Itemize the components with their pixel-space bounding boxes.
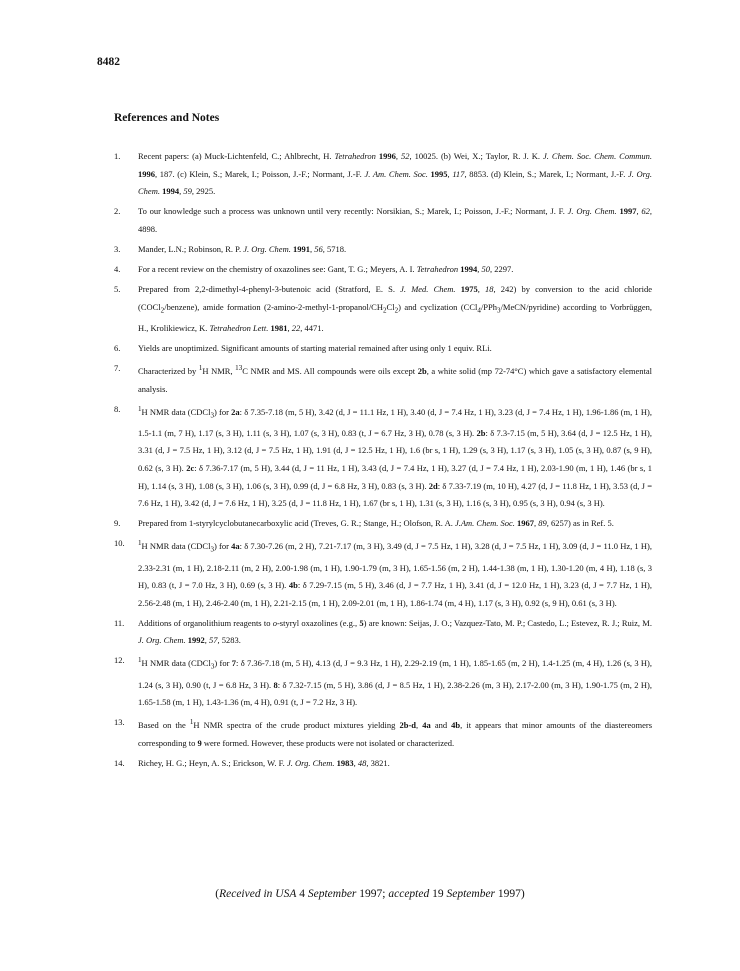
reference-number: 8. — [114, 403, 121, 414]
reference-item — [114, 340, 652, 358]
reference-number: 13. — [114, 717, 125, 728]
reference-item — [114, 615, 652, 650]
reference-item — [114, 401, 652, 513]
references-list — [114, 148, 652, 775]
reference-text: To our knowledge such a process was unknown until very recently: Norsikian, S.; Marek, I.; Poisson, J.-F.; Normant, J. F. J. Org. Chem. 1997, 62, 4898. — [138, 206, 652, 234]
reference-number: 5. — [114, 284, 121, 295]
page-number: 8482 — [97, 56, 120, 68]
reference-text: $^1$H NMR data (CDCl$_3$) for 2a: δ 7.35-7.18 (m, 5 H), 3.42 (d, J = 11.1 Hz, 1 H), 3.40 (d, J = 7.4 Hz, 1 H), 3.23 (d, J = 7.4 Hz, 1 H), 1.96-1.86 (m, 1 H), 1.5-1.1 (m, 7 H), 1.17 (s, 3 H), 1.11 (s, 3 H), 1.07 (s, 3 H), 0.83 (t, J = 6.7 Hz, 3 H), 0.78 (s, 3 H). 2b: δ 7.3-7.15 (m, 5 H), 3.64 (d, J = 12.5 Hz, 1 H), 3.31 (d, J = 7.5 Hz, 1 H), 3.12 (d, J = 7.5 Hz, 1 H), 1.91 (d, J = 12.5 Hz, 1 H), 1.6 (br s, 1 H), 1.29 (s, 3 H), 1.17 (s, 3 H), 1.05 (s, 3 H), 0.87 (s, 9 H), 0.62 (s, 3 H). 2c: δ 7.36-7.17 (m, 5 H), 3.44 (d, J = 11 Hz, 1 H), 3.43 (d, J = 7.4 Hz, 1 H), 3.27 (d, J = 7.4 Hz, 1 H), 2.03-1.90 (m, 1 H), 1.46 (br s, 1 H), 1.14 (s, 3 H), 1.08 (s, 3 H), 1.06 (s, 3 H), 0.99 (d, J = 6.8 Hz, 3 H), 0.83 (s, 3 H). 2d: δ 7.33-7.19 (m, 10 H), 4.27 (d, J = 11.8 Hz, 1 H), 3.53 (d, J = 7.6 Hz, 1 H), 3.42 (d, J = 7.6 Hz, 1 H), 3.25 (d, J = 11.8 Hz, 1 H), 1.67 (br s, 1 H), 1.31 (s, 3 H), 1.16 (s, 3 H), 0.95 (s, 3 H), 0.94 (s, 3 H). — [138, 404, 653, 509]
reference-item — [114, 714, 652, 752]
reference-item — [114, 360, 652, 398]
reference-text: Mander, L.N.; Robinson, R. P. J. Org. Chem. 1991, 56, 5718. — [138, 243, 347, 254]
reference-item — [114, 261, 652, 279]
section-title: References and Notes — [114, 112, 220, 124]
reference-number: 11. — [114, 617, 125, 628]
reference-text: For a recent review on the chemistry of oxazolines see: Gant, T. G.; Meyers, A. I. Tetrahedron 1994, 50, 2297. — [138, 264, 514, 275]
reference-text: Recent papers: (a) Muck-Lichtenfeld, C.; Ahlbrecht, H. Tetrahedron 1996, 52, 10025. (b) Wei, X.; Taylor, R. J. K. J. Chem. Soc. Chem. Commun. 1996, 187. (c) Klein, S.; Marek, I.; Poisson, J.-F.; Normant, J.-F. J. Am. Chem. Soc. 1995, 117, 8853. (d) Klein, S.; Marek, I.; Normant, J.-F. J. Org. Chem. 1994, 59, 2925. — [138, 151, 652, 197]
reference-item — [114, 755, 652, 773]
reference-text: Prepared from 2,2-dimethyl-4-phenyl-3-butenoic acid (Stratford, E. S. J. Med. Chem. 1975, 18, 242) by conversion to the acid chloride (COCl$_2$/benzene), amide formation $(2-amino-2-methyl-1-propanol/CH_2Cl_2)$ and cyclization (CCl$_4$/PPh$_3$/MeCN/pyridine) according to Vorbrüggen, H., Krolikiewicz, K. Tetrahedron Lett. 1981, 22, 4471. — [138, 284, 652, 334]
reference-item — [114, 515, 652, 533]
reference-text: Yields are unoptimized. Significant amounts of starting material remained after using only 1 equiv. RLi. — [138, 343, 492, 354]
received-accepted-line: (Received in USA 4 September 1997; accepted 19 September 1997) — [215, 888, 525, 900]
reference-number: 12. — [114, 655, 125, 666]
reference-text: Prepared from 1-styrylcyclobutanecarboxylic acid (Treves, G. R.; Stange, H.; Olofson, R. A. J.Am. Chem. Soc. 1967, 89, 6257) as in Ref. 5. — [138, 518, 614, 529]
reference-number: 4. — [114, 264, 121, 275]
reference-item — [114, 535, 652, 612]
reference-item — [114, 652, 652, 711]
reference-item — [114, 203, 652, 238]
reference-number: 2. — [114, 206, 121, 217]
reference-text: $^1$H NMR data (CDCl$_3$) for 4a: δ 7.30-7.26 (m, 2 H), 7.21-7.17 (m, 3 H), 3.49 (d, J = 7.5 Hz, 1 H), 3.28 (d, J = 7.5 Hz, 1 H), 3.09 (d, J = 11.0 Hz, 1 H), 2.33-2.31 (m, 1 H), 2.18-2.11 (m, 2 H), 2.00-1.98 (m, 1 H), 1.90-1.79 (m, 3 H), 1.65-1.56 (m, 2 H), 1.44-1.38 (m, 1 H), 1.30-1.20 (m, 4 H), 1.18 (s, 3 H), 0.83 (t, J = 7.0 Hz, 3 H), 0.69 (s, 3 H). 4b: δ 7.29-7.15 (m, 5 H), 3.46 (d, J = 7.7 Hz, 1 H), 3.41 (d, J = 12.0 Hz, 1 H), 3.23 (d, J = 7.7 Hz, 1 H), 2.56-2.48 (m, 1 H), 2.46-2.40 (m, 1 H), 2.21-2.15 (m, 1 H), 2.09-2.01 (m, 1 H), 1.86-1.74 (m, 4 H), 1.17 (s, 3 H), 0.92 (s, 9 H), 0.61 (s, 3 H). — [138, 539, 652, 608]
reference-number: 6. — [114, 343, 121, 354]
reference-number: 10. — [114, 538, 125, 549]
reference-text: $^1$H NMR data (CDCl$_3$) for 7: δ 7.36-7.18 (m, 5 H), 4.13 (d, J = 9.3 Hz, 1 H), 2.29-2.19 (m, 1 H), 1.85-1.65 (m, 2 H), 1.4-1.25 (m, 4 H), 1.26 (s, 3 H), 1.24 (s, 3 H), 0.90 (t, J = 6.8 Hz, 3 H). 8: δ 7.32-7.15 (m, 5 H), 3.86 (d, J = 8.5 Hz, 1 H), 2.38-2.26 (m, 3 H), 2.17-2.00 (m, 3 H), 1.90-1.75 (m, 2 H), 1.65-1.58 (m, 1 H), 1.43-1.36 (m, 4 H), 0.91 (t, J = 7.2 Hz, 3 H). — [138, 656, 652, 708]
reference-text: Based on the $^1$H NMR spectra of the crude product mixtures yielding 2b-d, 4a and 4b, it appears that minor amounts of the diastereomers corresponding to 9 were formed. However, these products were not isolated or characterized. — [138, 718, 652, 748]
reference-item — [114, 148, 652, 201]
reference-text: Richey, H. G.; Heyn, A. S.; Erickson, W. F. J. Org. Chem. 1983, 48, 3821. — [138, 757, 390, 768]
reference-number: 7. — [114, 363, 121, 374]
reference-text: Additions of organolithium reagents to o-styryl oxazolines (e.g., 5) are known: Seijas, J. O.; Vazquez-Tato, M. P.; Castedo, L.; Estevez, R. J.; Ruiz, M. J. Org. Chem. 1992, 57, 5283. — [138, 617, 652, 646]
reference-item — [114, 241, 652, 259]
reference-number: 14. — [114, 757, 125, 768]
reference-number: 3. — [114, 243, 121, 254]
reference-item — [114, 281, 652, 337]
reference-number: 1. — [114, 151, 121, 161]
reference-text: Characterized by $^1$H NMR, $^{13}$C NMR and MS. All compounds were oils except 2b, a white solid (mp 72-74°C) which gave a satisfactory elemental analysis. — [138, 364, 652, 394]
reference-number: 9. — [114, 518, 121, 529]
